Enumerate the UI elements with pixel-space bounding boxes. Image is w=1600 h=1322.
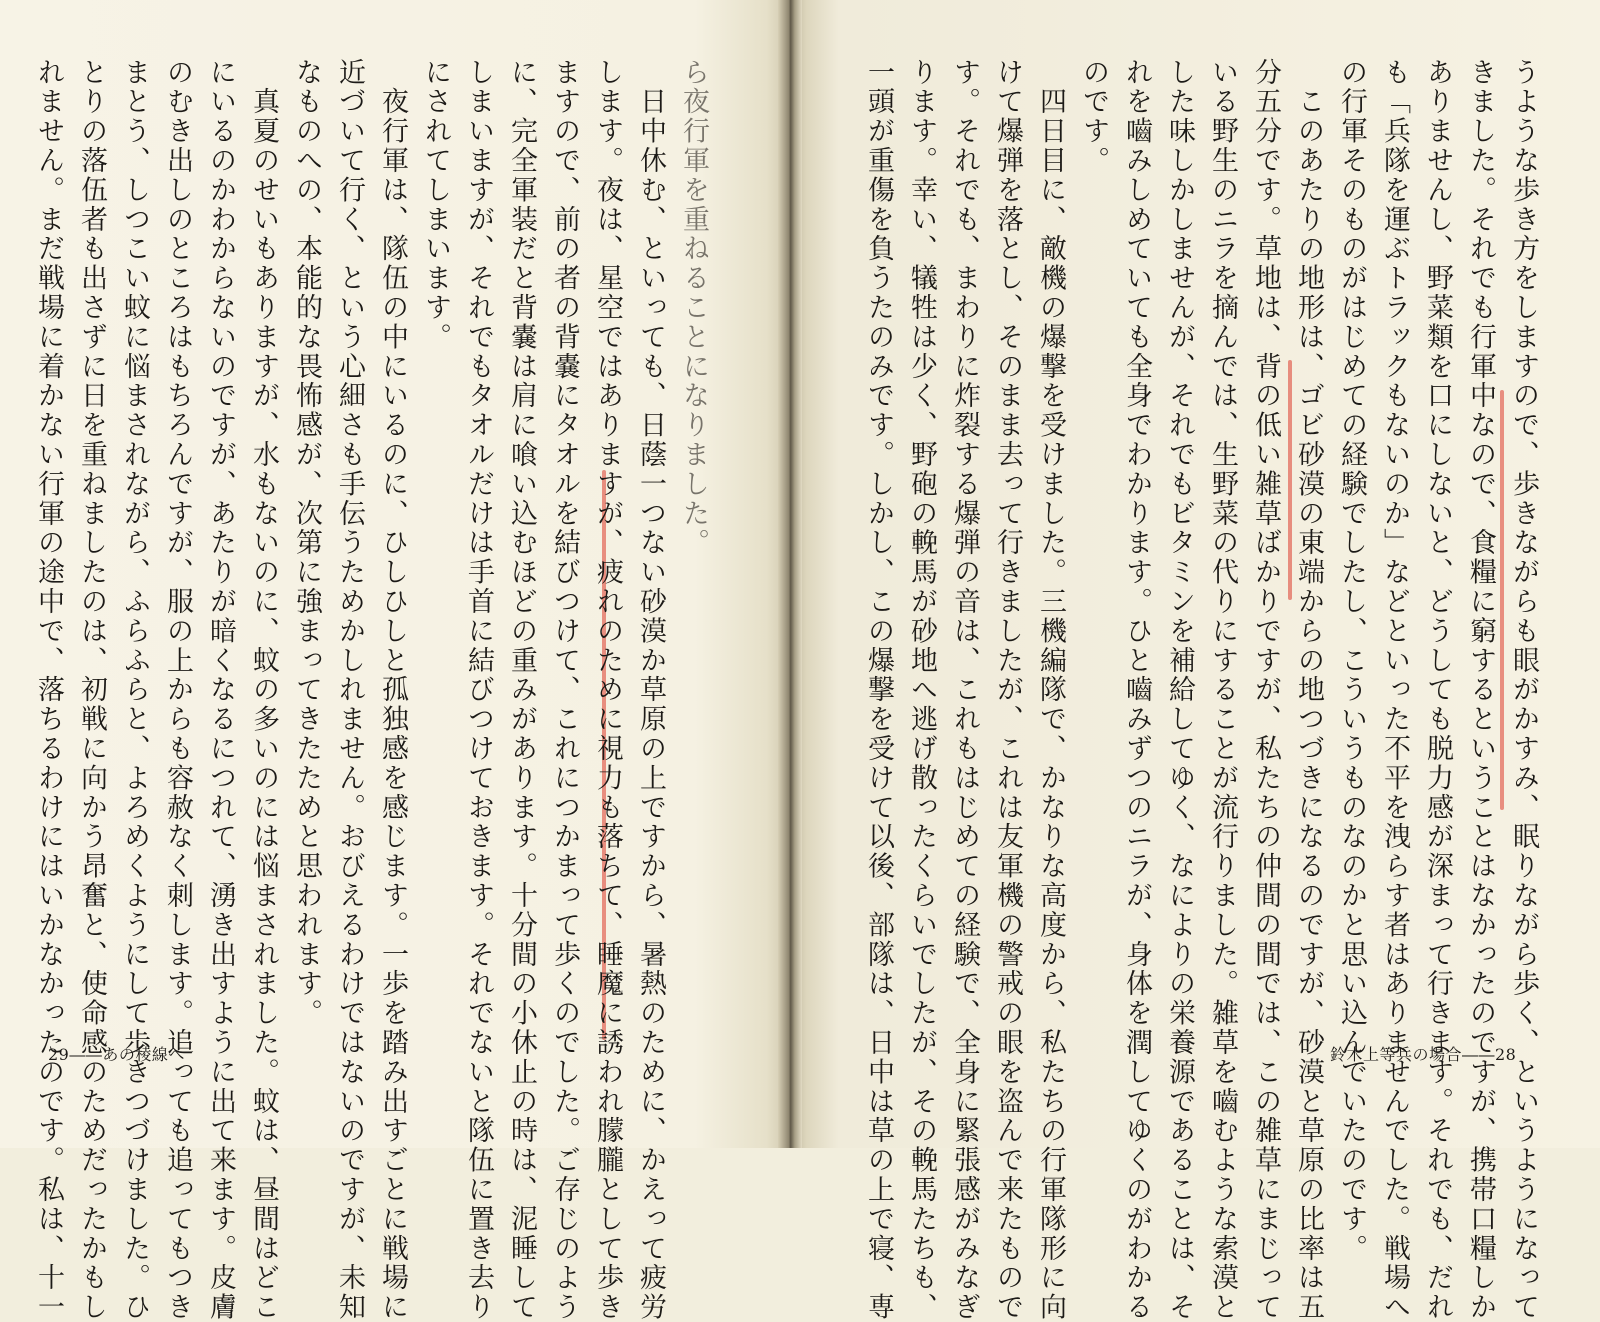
text-column: にいるのかわからないのですが、あたりが暗くなるにつれて、湧き出すように出て来ます。皮膚 — [205, 58, 236, 1322]
text-column: けて爆弾を落とし、そのまま去って行きましたが、これは友軍機の警戒の眼を盗んで来たもので — [992, 58, 1023, 1322]
text-column: します。夜は、星空ではありますが、疲れのために視力も落ちて、睡魔に誘われ朦朧として歩き — [592, 58, 623, 1322]
text-column: れません。まだ戦場に着かない行軍の途中で、落ちるわけにはいかなかったのです。私は、十一 — [33, 58, 64, 1322]
faint-text-column: ら夜行軍を重ねることになりました。 — [678, 58, 709, 558]
text-column: のむき出しのところはもちろんですが、服の上からも容赦なく刺します。追っても追ってもつき — [162, 58, 193, 1322]
text-column: 夜行軍は、隊伍の中にいるのに、ひしひしと孤独感を感じます。一歩を踏み出すごとに戦場に — [377, 58, 408, 1322]
text-column: のです。 — [1078, 58, 1109, 176]
text-column: まとう、しつこい蚊に悩まされながら、ふらふらと、よろめくようにして歩きつづけました。ひ — [119, 58, 150, 1322]
text-column: す。それでも、まわりに炸裂する爆弾の音は、これもはじめての経験で、全身に緊張感がみなぎ — [949, 58, 980, 1322]
text-column: も「兵隊を運ぶトラックもないのか」などといった不平を洩らす者はありませんでした。戦場へ — [1379, 58, 1410, 1322]
text-column: ります。幸い、犠牲は少く、野砲の輓馬が砂地へ逃げ散ったくらいでしたが、その輓馬たちも、 — [906, 58, 937, 1322]
text-column: なものへの、本能的な畏怖感が、次第に強まってきたためと思われます。 — [291, 58, 322, 1029]
book-gutter — [778, 0, 802, 1148]
text-column: ありませんし、野菜類を口にしないと、どうしても脱力感が深まって行きます。それでも、だれ — [1422, 58, 1453, 1322]
text-column: 真夏のせいもありますが、水もないのに、蚊の多いのには悩まされました。蚊は、昼間はどこ — [248, 58, 279, 1322]
text-column: 近づいて行く、という心細さも手伝うためかしれません。おびえるわけではないのですが、未知 — [334, 58, 365, 1322]
page-number-right: 鈴木上等兵の場合――28 — [1330, 1045, 1517, 1064]
text-column: に、完全軍装だと背嚢は肩に喰い込むほどの重みがあります。十分間の小休止の時は、泥睡して — [506, 58, 537, 1322]
page-number-left: 29――あの稜線へ — [48, 1045, 185, 1064]
text-column: うような歩き方をしますので、歩きながらも眼がかすみ、眠りながら歩く、というようになって — [1508, 58, 1539, 1322]
text-column: とりの落伍者も出さずに日を重ねましたのは、初戦に向かう昂奮と、使命感のためだったかもし — [76, 58, 107, 1322]
text-column: このあたりの地形は、ゴビ砂漠の東端からの地つづきになるのですが、砂漠と草原の比率は五 — [1293, 58, 1324, 1322]
text-column: ますので、前の者の背嚢にタオルを結びつけて、これにつかまって歩くのでした。ご存じのよう — [549, 58, 580, 1322]
text-column: 四日目に、敵機の爆撃を受けました。三機編隊で、かなりな高度から、私たちの行軍隊形に向 — [1035, 58, 1066, 1322]
text-column: 分五分です。草地は、背の低い雑草ばかりですが、私たちの仲間の間では、この雑草にまじって — [1250, 58, 1281, 1322]
text-column: いる野生のニラを摘んでは、生野菜の代りにすることが流行りました。雑草を嚙むような索漠と — [1207, 58, 1238, 1322]
text-column: 日中休む、といっても、日蔭一つない砂漠か草原の上ですから、暑熱のために、かえって疲労 — [635, 58, 666, 1322]
text-column: きました。それでも行軍中なので、食糧に窮するということはなかったのですが、携帯口糧しか — [1465, 58, 1496, 1322]
text-column: れを嚙みしめていても全身でわかります。ひと嚙みずつのニラが、身体を潤してゆくのがわかる — [1121, 58, 1152, 1322]
text-column: した味しかしませんが、それでもビタミンを補給してゆく、なによりの栄養源であることは、そ — [1164, 58, 1195, 1322]
text-column: にされてしまいます。 — [420, 58, 451, 352]
text-column: の行軍そのものがはじめての経験でしたし、こういうものなのかと思い込んでいたのです。 — [1336, 58, 1367, 1264]
text-column: しまいますが、それでもタオルだけは手首に結びつけておきます。それでないと隊伍に置き去り — [463, 58, 494, 1322]
text-column: 一頭が重傷を負うたのみです。しかし、この爆撃を受けて以後、部隊は、日中は草の上で寝、専 — [863, 58, 894, 1322]
